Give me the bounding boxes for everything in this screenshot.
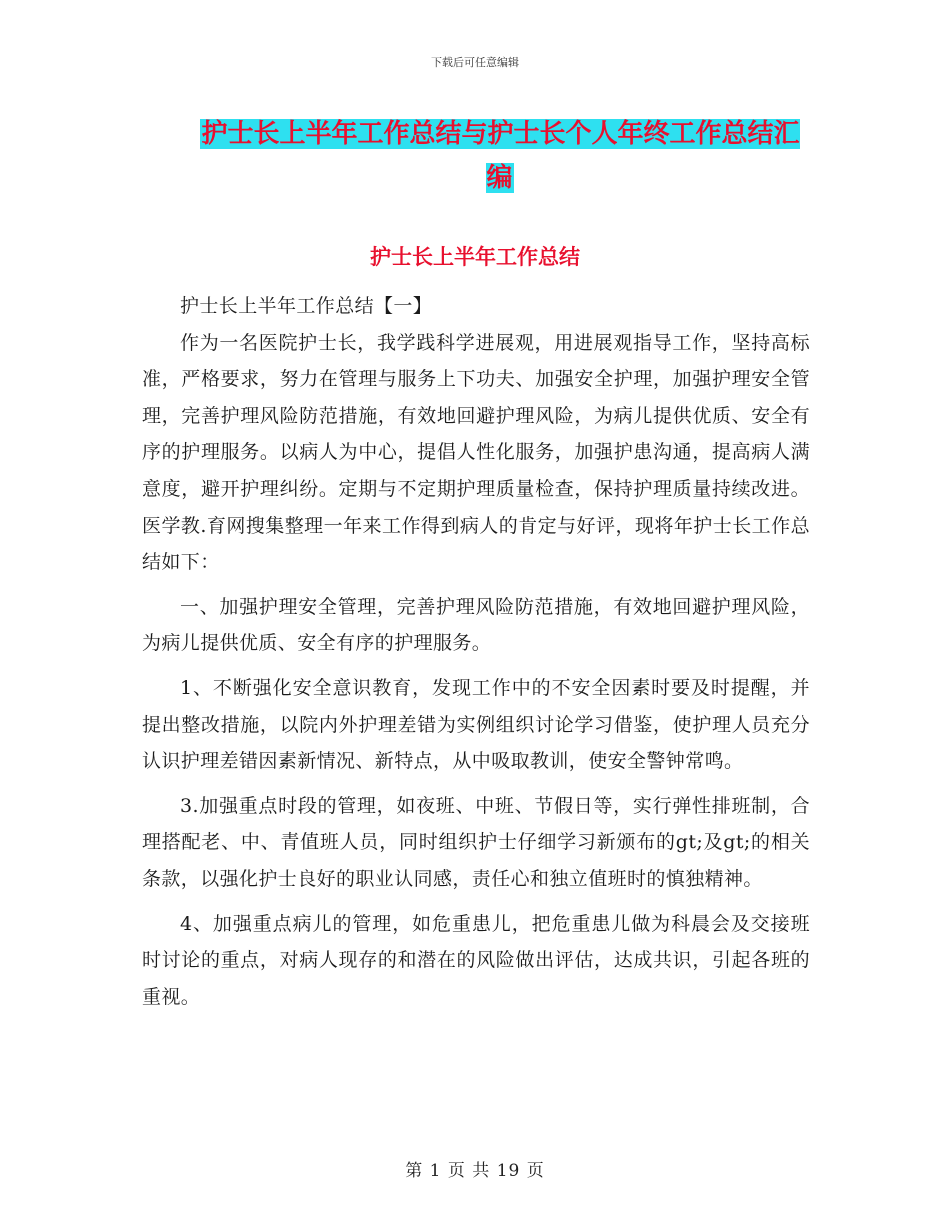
document-title	[190, 112, 810, 200]
page-number: 第 1 页 共 19 页	[405, 1161, 545, 1181]
header-note: 下载后可任意编辑	[431, 56, 519, 69]
document-body	[142, 288, 810, 1023]
paragraph-item-4: 4、加强重点病儿的管理，如危重患儿，把危重患儿做为科晨会及交接班时讨论的重点，对病人现存的和潜在的风险做出评估，达成共识，引起各班的重视。	[142, 912, 810, 1008]
paragraph-section-one: 一、加强护理安全管理，完善护理风险防范措施，有效地回避护理风险，为病儿提供优质、安全有序的护理服务。	[142, 595, 810, 655]
document-title-text: 护士长上半年工作总结与护士长个人年终工作总结汇编	[201, 119, 800, 193]
paragraph-intro: 作为一名医院护士长，我学践科学进展观，用进展观指导工作，坚持高标准，严格要求，努力在管理与服务上下功夫、加强安全护理，加强护理安全管理，完善护理风险防范措施，有效地回避护理风险，为病儿提供优质、安全有序的护理服务。以病人为中心，提倡人性化服务，加强护患沟通，提高病人满意度，避开护理纠纷。定期与不定期护理质量检查，保持护理质量持续改进。医学教.育网搜集整理一年来工作得到病人的肯定与好评，现将年护士长工作总结如下：	[142, 331, 810, 574]
paragraph-item-1: 1、不断强化安全意识教育，发现工作中的不安全因素时要及时提醒，并提出整改措施，以院内外护理差错为实例组织讨论学习借鉴，使护理人员充分认识护理差错因素新情况、新特点，从中吸取教训，使安全警钟常鸣。	[142, 676, 810, 773]
paragraph-item-3: 3.加强重点时段的管理，如夜班、中班、节假日等，实行弹性排班制，合理搭配老、中、青值班人员，同时组织护士仔细学习新颁布的gt;及gt;的相关条款，以强化护士良好的职业认同感，责任心和独立值班时的慎独精神。	[142, 794, 810, 890]
section-title: 护士长上半年工作总结	[370, 245, 580, 269]
paragraph-subheading: 护士长上半年工作总结【一】	[180, 295, 433, 317]
